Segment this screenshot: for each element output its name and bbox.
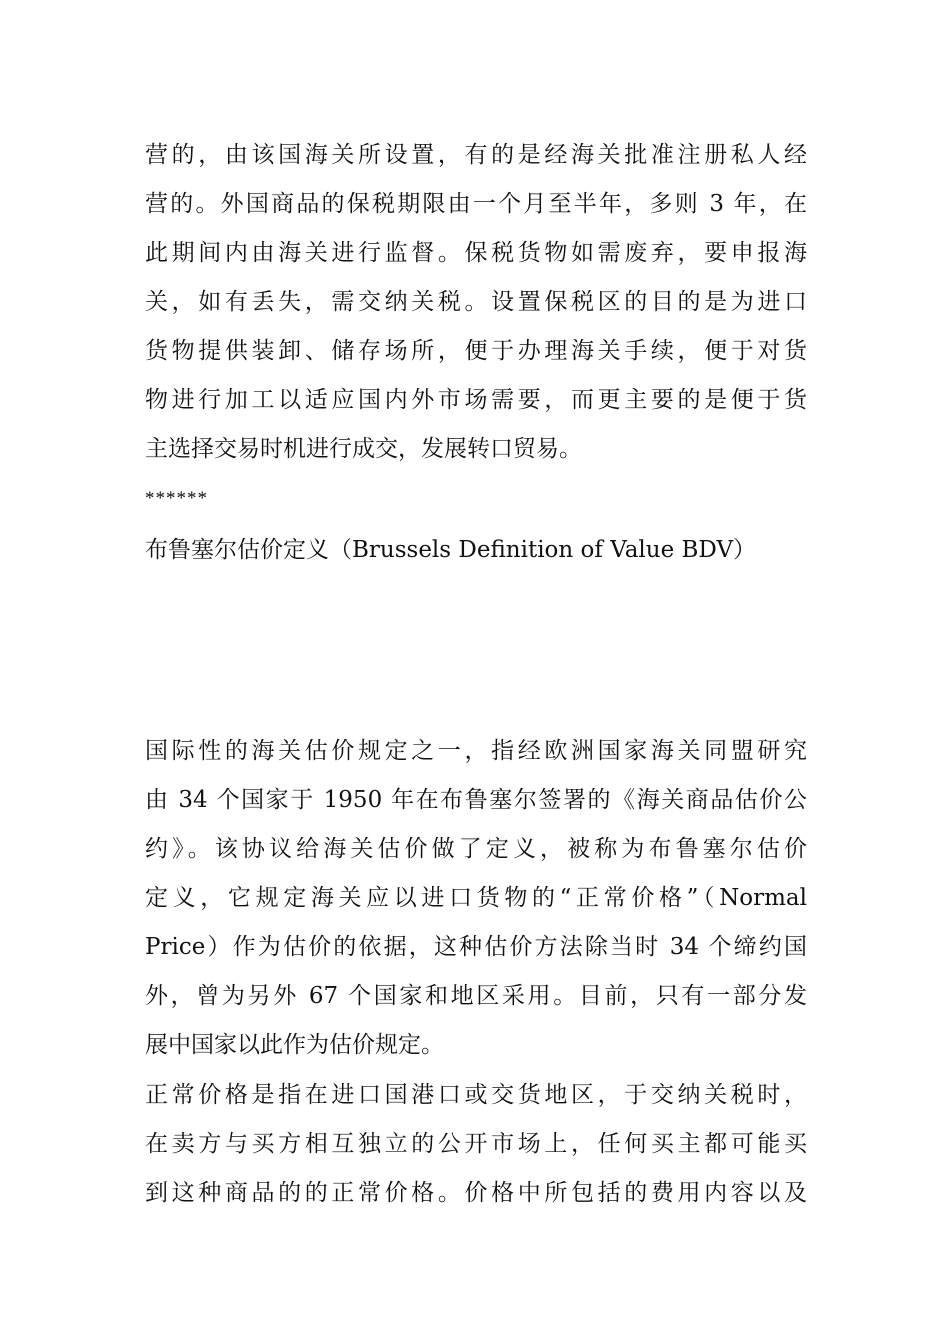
paragraph-1-line-6: 物进行加工以适应国内外市场需要，而更主要的是便于货 (145, 387, 807, 413)
paragraph-1-line-5: 货物提供装卸、储存场所，便于办理海关手续，便于对货 (145, 338, 807, 364)
paragraph-2-line-7: 展中国家以此作为估价规定。 (145, 1032, 444, 1058)
section-heading: 布鲁塞尔估价定义（Brussels Definition of Value BDV） (145, 537, 757, 563)
paragraph-3-line-3: 到这种商品的的正常价格。价格中所包括的费用内容以及 (145, 1180, 807, 1206)
paragraph-1-line-4: 关，如有丢失，需交纳关税。设置保税区的目的是为进口 (145, 289, 807, 315)
paragraph-2-line-4: 定义，它规定海关应以进口货物的“正常价格”（Normal (145, 885, 807, 911)
paragraph-1-line-7: 主选择交易时机进行成交，发展转口贸易。 (145, 436, 582, 462)
paragraph-1-line-1: 营的，由该国海关所设置，有的是经海关批准注册私人经 (145, 142, 807, 168)
paragraph-2-line-1: 国际性的海关估价规定之一，指经欧洲国家海关同盟研究 (145, 738, 807, 764)
paragraph-2-line-2: 由 34 个国家于 1950 年在布鲁塞尔签署的《海关商品估价公 (145, 787, 807, 813)
paragraph-1-line-2: 营的。外国商品的保税期限由一个月至半年，多则 3 年，在 (145, 191, 807, 217)
paragraph-2-line-3: 约》。该协议给海关估价做了定义，被称为布鲁塞尔估价 (145, 836, 807, 862)
paragraph-1-line-3: 此期间内由海关进行监督。保税货物如需废弃，要申报海 (145, 240, 807, 266)
separator: ****** (145, 488, 208, 509)
paragraph-2-line-6: 外，曾为另外 67 个国家和地区采用。目前，只有一部分发 (145, 983, 807, 1009)
paragraph-3-line-2: 在卖方与买方相互独立的公开市场上，任何买主都可能买 (145, 1131, 807, 1157)
paragraph-3-line-1: 正常价格是指在进口国港口或交货地区，于交纳关税时， (145, 1082, 807, 1108)
paragraph-2-line-5: Price）作为估价的依据，这种估价方法除当时 34 个缔约国 (145, 934, 807, 960)
